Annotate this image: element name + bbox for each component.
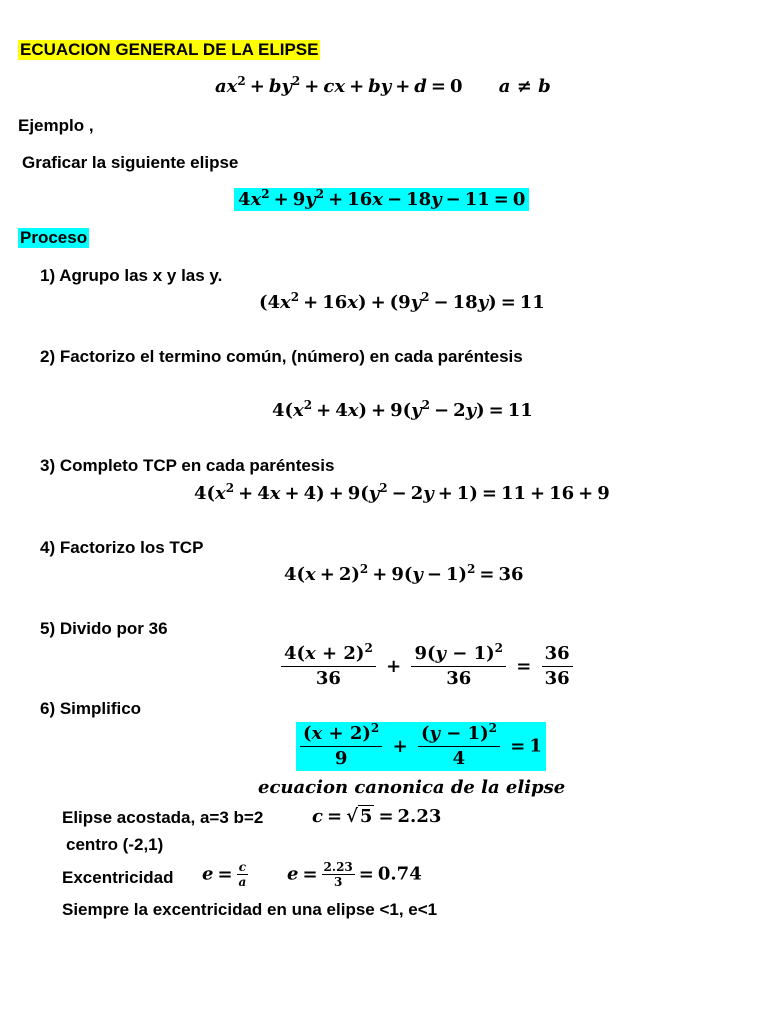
general-equation: $ax^2 + by^2$ + cx + by + d = 0 a ≠ b: [215, 74, 551, 97]
given-equation: $4x^2 + 9y^2 + 16x - 18y - 11 = 0$: [234, 188, 529, 211]
instruction-text: Graficar la siguiente elipse: [22, 153, 239, 172]
step-6-label: 6) Simplifico: [40, 699, 142, 718]
eccentricity-note: Siempre la excentricidad en una elipse <1, e<1: [62, 900, 438, 919]
step-2-label: 2) Factorizo el termino común, (número) en cada paréntesis: [40, 347, 523, 366]
step-1-equation: $(4x^2 + 16x) + (9y^2 - 18y) = 11$: [259, 290, 545, 313]
canonical-label: ecuacion canonica de la elipse: [258, 777, 566, 798]
canonical-equation: $\frac{(x + 2)^2}{9}$ + $\frac{(y - 1)^2}{4}$ = 1: [296, 722, 546, 771]
c-value: c = √ 5 = 2.23: [312, 806, 442, 827]
e-value: e = $\frac{2.23}{3}$ = 0.74: [287, 860, 422, 889]
eccentricity-label: Excentricidad: [62, 868, 174, 887]
step-4-label: 4) Factorizo los TCP: [40, 538, 204, 557]
step-1-label: 1) Agrupo las x y las y.: [40, 266, 223, 285]
e-formula: e = $\frac{c}{a}$: [202, 860, 247, 889]
step-5-label: 5) Divido por 36: [40, 619, 168, 638]
page-title: ECUACION GENERAL DE LA ELIPSE: [20, 40, 319, 59]
process-label: Proceso: [20, 228, 88, 247]
step-2-equation: $4(x^2 + 4x) + 9(y^2 - 2y) = 11$: [272, 398, 533, 421]
step-3-label: 3) Completo TCP en cada paréntesis: [40, 456, 335, 475]
example-label: Ejemplo ,: [18, 116, 94, 135]
step-4-equation: $4(x + 2)^2 + 9(y - 1)^2 = 36$: [284, 562, 524, 585]
center-text: centro (-2,1): [66, 835, 164, 854]
step-5-equation: $\frac{4(x + 2)^2}{36}$ + $\frac{9(y - 1)^2}{36}$ = $\frac{36}{36}$: [281, 644, 573, 689]
step-3-equation: $4(x^2 + 4x + 4) + 9(y^2 - 2y + 1) = 11 + 16 + 9$: [194, 481, 610, 504]
ellipse-description: Elipse acostada, a=3 b=2: [62, 808, 264, 827]
